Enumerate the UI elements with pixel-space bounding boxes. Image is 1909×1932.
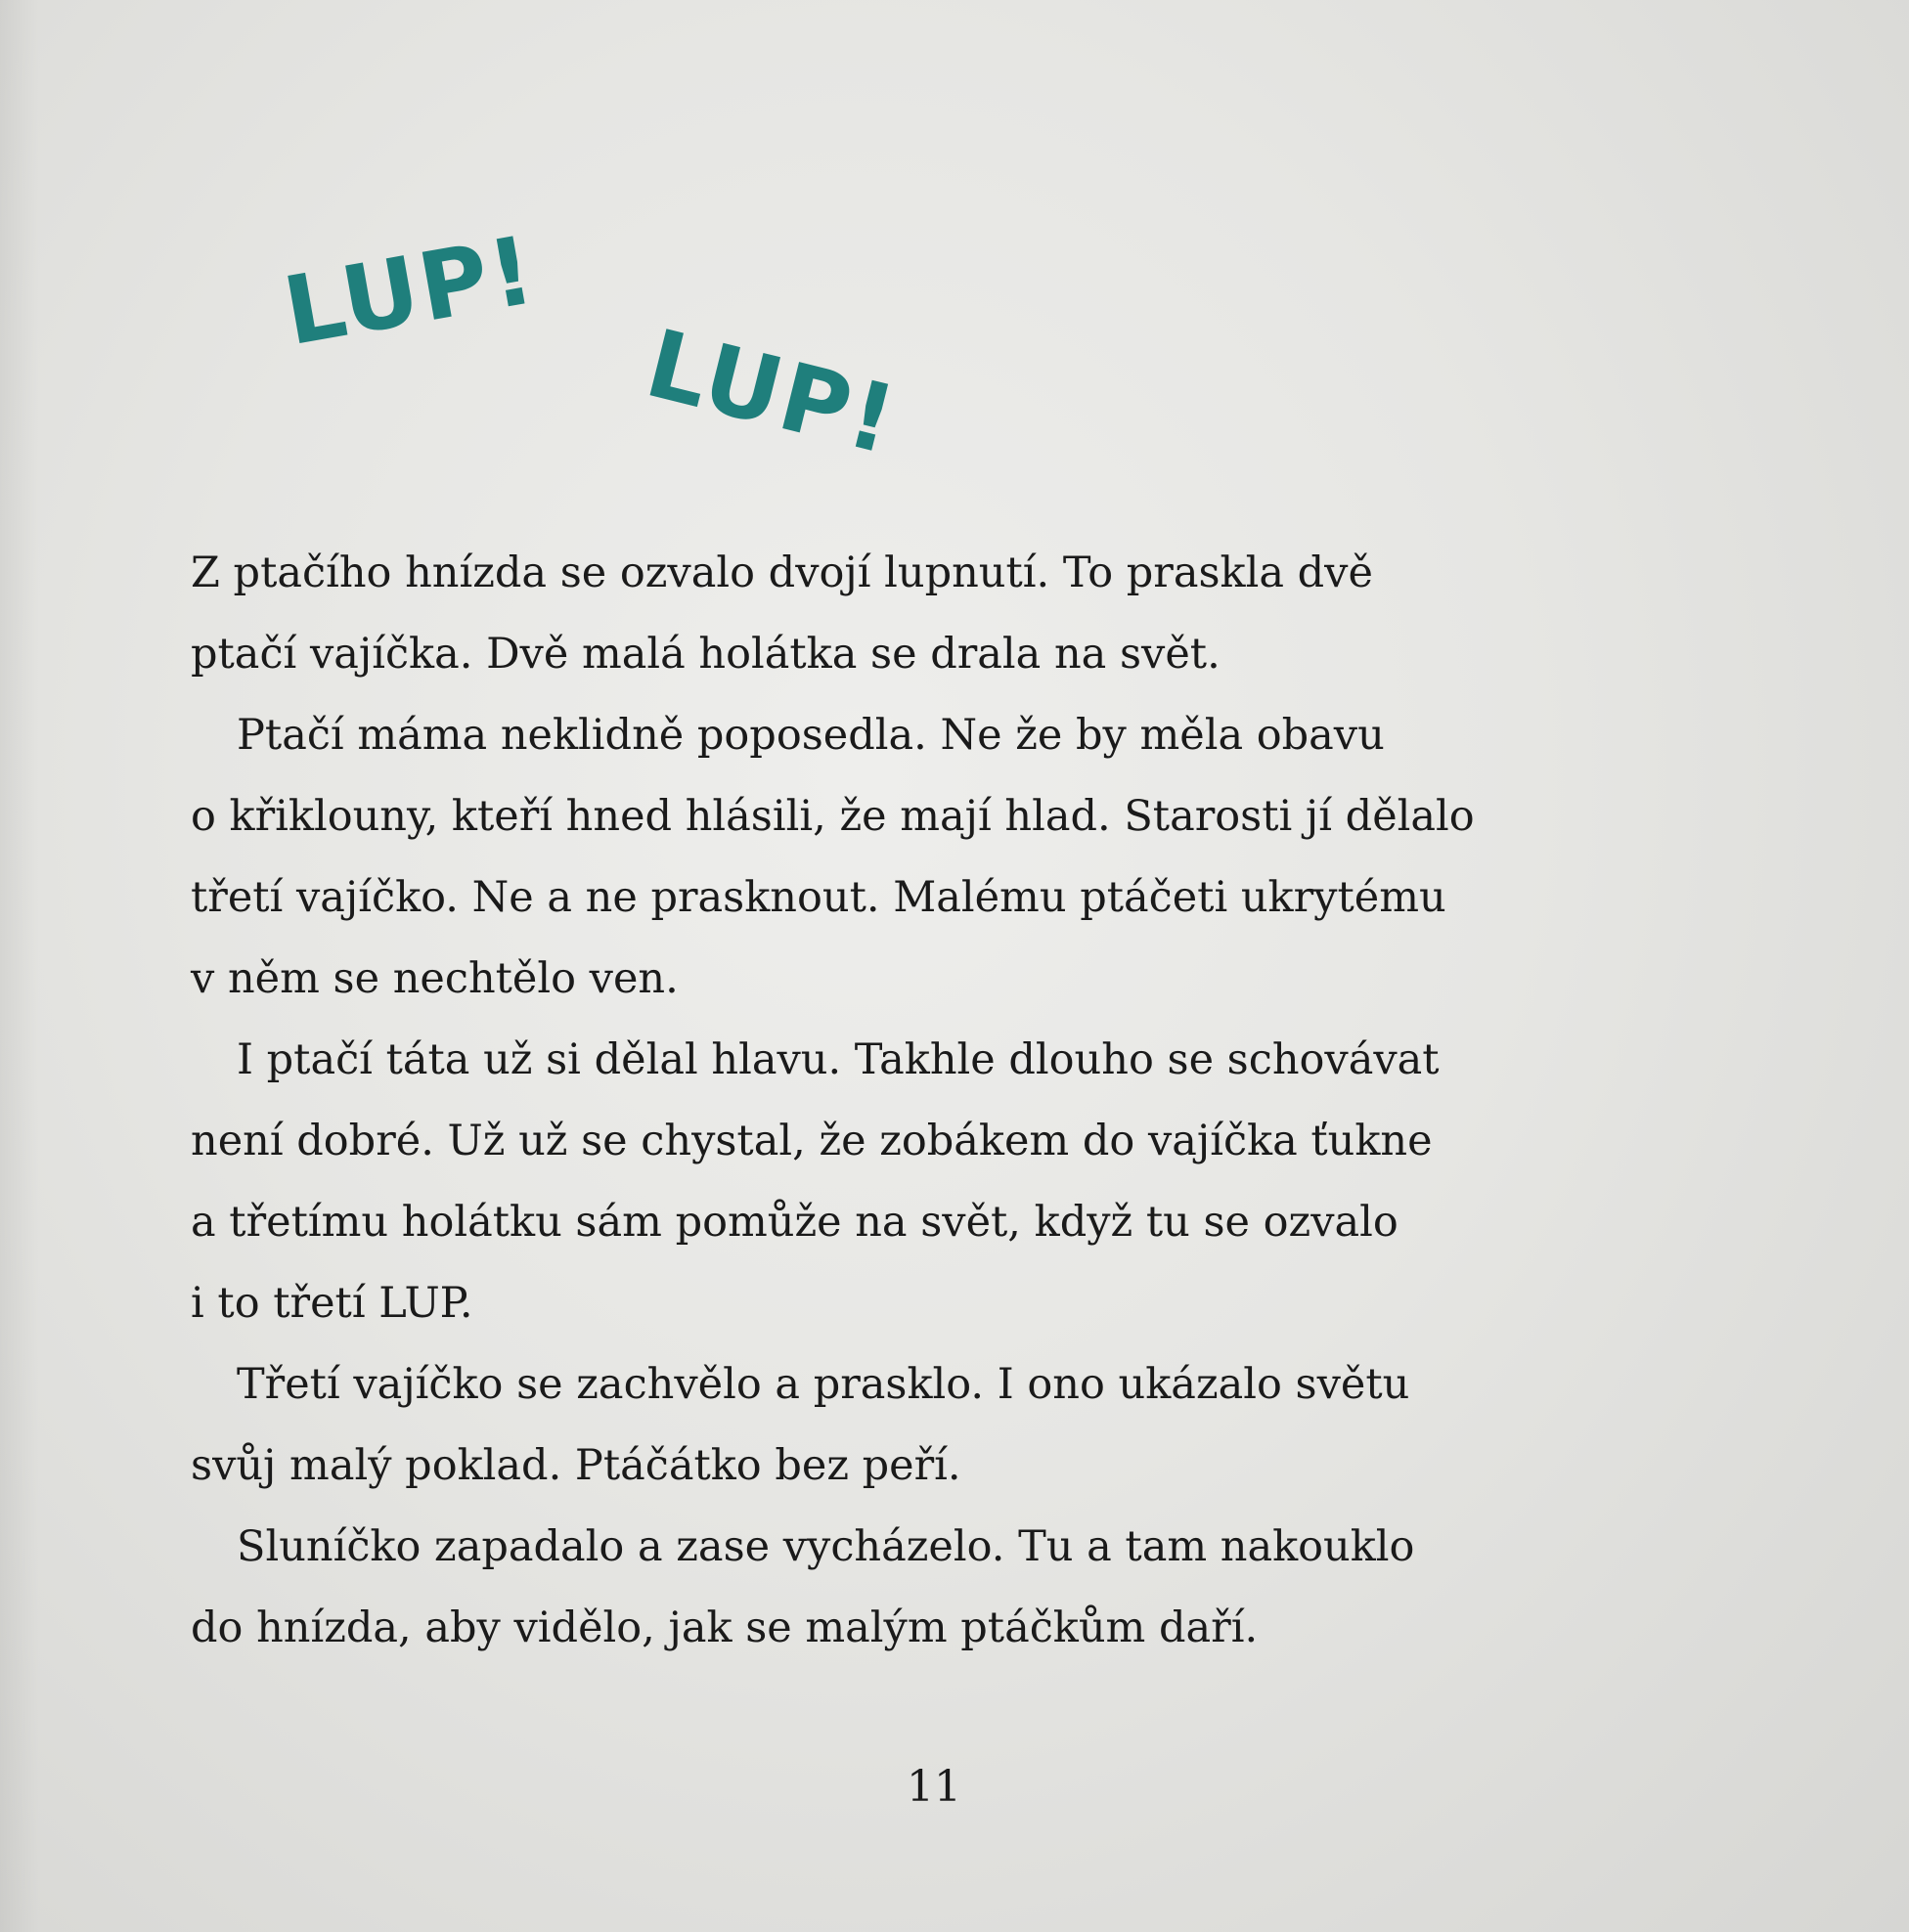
text-line: svůj malý poklad. Ptáčátko bez peří. xyxy=(191,1441,961,1490)
story-text xyxy=(191,533,1716,1669)
text-line: o křiklouny, kteří hned hlásili, že mají hlad. Starosti jí dělalo xyxy=(191,792,1475,841)
text-line: v něm se nechtělo ven. xyxy=(191,954,679,1003)
text-line: i to třetí LUP. xyxy=(191,1279,473,1328)
text-line: Ptačí máma neklidně poposedla. Ne že by měla obavu xyxy=(237,711,1385,760)
page-number: 11 xyxy=(907,1762,961,1812)
text-line: třetí vajíčko. Ne a ne prasknout. Malému ptáčeti ukrytému xyxy=(191,873,1446,922)
text-line: ptačí vajíčka. Dvě malá holátka se drala na svět. xyxy=(191,630,1221,679)
text-line: Třetí vajíčko se zachvělo a prasklo. I ono ukázalo světu xyxy=(237,1360,1410,1409)
text-line: do hnízda, aby vidělo, jak se malým ptáčkům daří. xyxy=(191,1603,1259,1652)
text-line: Z ptačího hnízda se ozvalo dvojí lupnutí. To praskla dvě xyxy=(191,549,1373,597)
text-line: I ptačí táta už si dělal hlavu. Takhle dlouho se schovávat xyxy=(237,1035,1440,1084)
page-shadow xyxy=(0,0,39,1932)
text-line: a třetímu holátku sám pomůže na svět, když tu se ozvalo xyxy=(191,1198,1398,1247)
text-line: Sluníčko zapadalo a zase vycházelo. Tu a tam nakouklo xyxy=(237,1522,1415,1571)
lup-heading-second: LUP! xyxy=(636,308,908,476)
lup-heading-first: LUP! xyxy=(276,215,544,368)
text-line: není dobré. Už už se chystal, že zobákem do vajíčka ťukne xyxy=(191,1117,1433,1165)
